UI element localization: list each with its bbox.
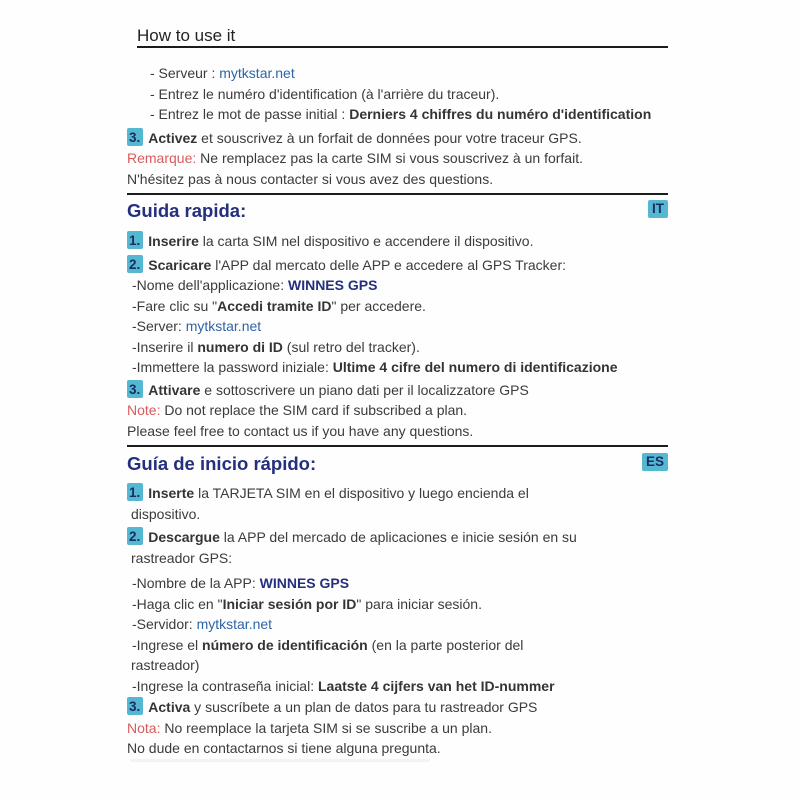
it-login-button-name: Accedi tramite ID	[217, 297, 332, 314]
it-note-text2: Please feel free to contact us if you have any questions.	[127, 422, 474, 439]
it-id-keyword: numero di ID	[197, 338, 283, 355]
es-id-suffix: (en la parte posterior del	[367, 636, 524, 653]
es-password-hint: Laatste 4 cijfers van het ID-nummer	[318, 677, 555, 694]
step-number-badge: 3.	[127, 128, 143, 146]
app-name: WINNES GPS	[259, 575, 350, 591]
es-login-line	[127, 594, 668, 615]
it-login-line	[127, 296, 668, 317]
section-divider	[127, 193, 668, 195]
section-divider	[127, 445, 668, 447]
es-password-line	[127, 676, 668, 697]
it-note-line2	[127, 421, 668, 442]
step-number-badge: 3.	[127, 380, 143, 398]
lang-badge-it: IT	[648, 200, 668, 218]
es-step1-text: la TARJETA SIM en el dispositivo y luego encienda el	[194, 485, 529, 501]
section-french	[127, 63, 668, 189]
es-app-line	[127, 573, 668, 594]
es-server-label: -Servidor:	[132, 616, 197, 632]
it-step3-keyword: Attivare	[148, 381, 201, 398]
step-number-badge: 2.	[127, 527, 143, 545]
es-step2-text-cont: rastreador GPS:	[131, 549, 233, 566]
it-server-line	[127, 316, 668, 337]
it-step1-keyword: Inserire	[148, 233, 199, 249]
it-login-prefix: -Fare clic su "	[132, 297, 218, 314]
it-app-line	[127, 275, 668, 296]
es-id-prefix: -Ingrese el	[132, 636, 203, 653]
es-id-cont	[127, 655, 668, 676]
es-id-text-cont: rastreador)	[131, 657, 200, 673]
it-password-label: -Immettere la password iniziale:	[132, 359, 333, 375]
fr-note-label: Remarque:	[127, 150, 197, 166]
it-id-prefix: -Inserire il	[132, 338, 198, 355]
fr-note-line	[127, 148, 668, 169]
es-step2-cont	[127, 548, 668, 569]
es-section-heading: Guía de inicio rápido:	[127, 453, 317, 474]
it-step1-text: la carta SIM nel dispositivo e accendere il dispositivo.	[198, 233, 534, 249]
it-password-line	[127, 357, 668, 378]
es-heading-row	[127, 453, 668, 475]
fr-password-line	[127, 104, 668, 125]
es-login-button-name: Iniciar sesión por ID	[222, 595, 357, 612]
it-id-line	[127, 337, 668, 358]
es-note-line	[127, 718, 668, 739]
es-step2-text: la APP del mercado de aplicaciones e inicie sesión en su	[219, 529, 577, 545]
section-spanish	[127, 453, 668, 759]
es-password-label: -Ingrese la contraseña inicial:	[132, 677, 318, 694]
es-server-line	[127, 614, 668, 635]
step-number-badge: 3.	[127, 697, 143, 715]
it-heading-row	[127, 200, 668, 222]
es-note-line2	[127, 738, 668, 759]
fr-password-hint: Derniers 4 chiffres du numéro d'identification	[349, 106, 652, 122]
es-note-label: Nota:	[127, 719, 161, 736]
fr-step3-text: et souscrivez à un forfait de données pour votre traceur GPS.	[197, 129, 582, 146]
app-name: WINNES GPS	[287, 277, 378, 293]
it-note-label: Note:	[127, 402, 161, 418]
es-id-line	[127, 635, 668, 656]
it-password-hint: Ultime 4 cifre del numero di identificazione	[332, 359, 618, 375]
server-url-link: mytkstar.net	[196, 616, 273, 632]
fr-id-text: - Entrez le numéro d'identification (à l'arrière du traceur).	[150, 85, 500, 102]
es-id-keyword: número de identificación	[202, 636, 368, 653]
fr-password-label: - Entrez le mot de passe initial :	[150, 106, 350, 122]
it-id-suffix: (sul retro del tracker).	[282, 338, 420, 355]
es-note-text2: No dude en contactarnos si tiene alguna pregunta.	[127, 740, 441, 756]
scan-artifact	[130, 759, 430, 762]
es-step1-line	[127, 483, 668, 504]
page-title-text: How to use it	[137, 26, 236, 45]
server-url-link: mytkstar.net	[219, 65, 295, 81]
it-step2-text: l'APP dal mercato delle APP e accedere al GPS Tracker:	[211, 256, 566, 273]
step-number-badge: 1.	[127, 231, 143, 249]
it-note-line	[127, 400, 668, 421]
lang-badge-es: ES	[642, 453, 668, 471]
fr-note-line2	[127, 169, 668, 190]
es-step2-keyword: Descargue	[148, 529, 220, 545]
step-number-badge: 2.	[127, 255, 143, 273]
it-step1-line	[127, 231, 668, 252]
es-step1-text-cont: dispositivo.	[131, 505, 201, 522]
fr-server-label: - Serveur :	[150, 65, 220, 81]
it-step2-keyword: Scaricare	[148, 256, 212, 273]
es-step1-cont	[127, 504, 668, 525]
fr-note-text: Ne remplacez pas la carte SIM si vous souscrivez à un forfait.	[196, 150, 583, 166]
fr-step3-line	[127, 128, 668, 149]
it-section-heading: Guida rapida:	[127, 200, 247, 221]
fr-step3-keyword: Activez	[148, 129, 198, 146]
it-app-label: -Nome dell'applicazione:	[132, 277, 288, 293]
fr-note-text2: N'hésitez pas à nous contacter si vous avez des questions.	[127, 170, 494, 187]
it-note-text: Do not replace the SIM card if subscribed a plan.	[160, 402, 468, 418]
es-step3-line	[127, 697, 668, 718]
server-url-link: mytkstar.net	[185, 318, 262, 334]
es-login-prefix: -Haga clic en "	[132, 595, 223, 612]
es-login-suffix: " para iniciar sesión.	[356, 595, 482, 612]
manual-content	[127, 27, 668, 762]
fr-server-line	[127, 63, 668, 84]
es-step3-keyword: Activa	[148, 699, 191, 715]
fr-bullets	[127, 63, 668, 125]
es-note-text: No reemplace la tarjeta SIM si se suscribe a un plan.	[160, 719, 492, 736]
page-title	[137, 27, 668, 48]
it-step2-line	[127, 255, 668, 276]
step-number-badge: 1.	[127, 483, 143, 501]
fr-id-line	[127, 84, 668, 105]
es-app-label: -Nombre de la APP:	[132, 575, 260, 591]
it-login-suffix: " per accedere.	[331, 297, 426, 314]
it-step3-line	[127, 380, 668, 401]
it-server-label: -Server:	[132, 318, 186, 334]
es-step3-text: y suscríbete a un plan de datos para tu rastreador GPS	[190, 699, 538, 715]
es-step1-keyword: Inserte	[148, 485, 195, 501]
it-step3-text: e sottoscrivere un piano dati per il localizzatore GPS	[200, 381, 529, 398]
section-italian	[127, 200, 668, 441]
es-step2-line	[127, 527, 668, 548]
